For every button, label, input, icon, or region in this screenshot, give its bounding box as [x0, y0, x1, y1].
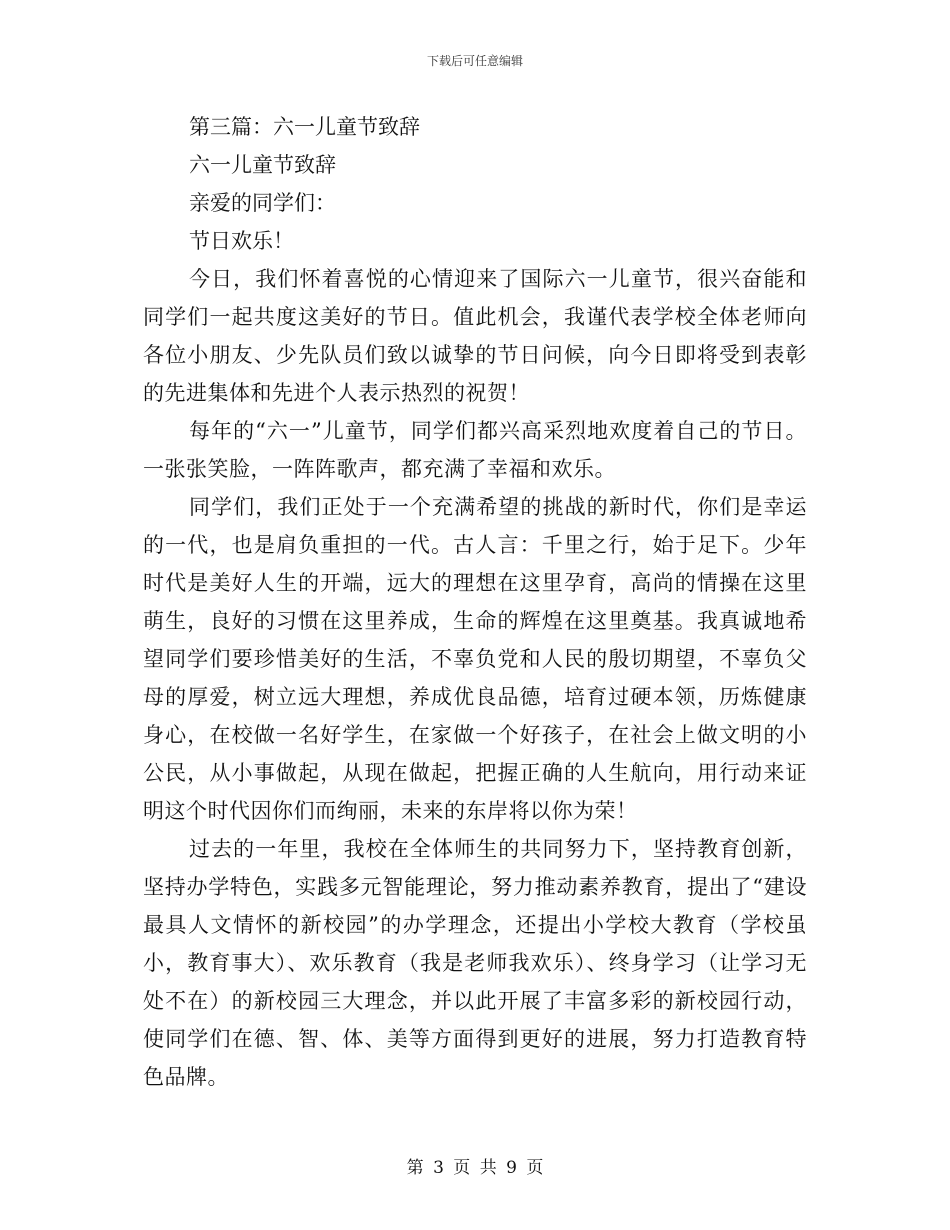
document-title: 六一儿童节致辞 — [189, 153, 336, 177]
paragraph: 今日，我们怀着喜悦的心情迎来了国际六一儿童节，很兴奋能和同学们一起共度这美好的节日。值此机会，我谨代表学校全体老师向各位小朋友、少先队员们致以诚挚的节日问候，向今日即将受到表彰的先进集体和先进个人表示热烈的祝贺！ — [143, 267, 807, 405]
page-header-note: 下载后可任意编辑 — [426, 54, 523, 68]
paragraph: 同学们，我们正处于一个充满希望的挑战的新时代，你们是幸运的一代，也是肩负重担的一代。古人言：千里之行，始于足下。少年时代是美好人生的开端，远大的理想在这里孕育，高尚的情操在这里萌生，良好的习惯在这里养成，生命的辉煌在这里奠基。我真诚地希望同学们要珍惜美好的生活，不辜负党和人民的殷切期望，不辜负父母的厚爱，树立远大理想，养成优良品德，培育过硬本领，历炼健康身心，在校做一名好学生，在家做一个好孩子，在社会上做文明的小公民，从小事做起，从现在做起，把握正确的人生航向，用行动来证明这个时代因你们而绚丽，未来的东岸将以你为荣！ — [143, 495, 807, 823]
page-number: 第 3 页 共 9 页 — [406, 1158, 544, 1178]
paragraph: 每年的“六一”儿童节，同学们都兴高采烈地欢度着自己的节日。一张张笑脸，一阵阵歌声，都充满了幸福和欢乐。 — [143, 419, 807, 481]
paragraph: 过去的一年里，我校在全体师生的共同努力下，坚持教育创新，坚持办学特色，实践多元智能理论，努力推动素养教育，提出了“建设最具人文情怀的新校园”的办学理念，还提出小学校大教育（学校虽小，教育事大）、欢乐教育（我是老师我欢乐）、终身学习（让学习无处不在）的新校园三大理念，并以此开展了丰富多彩的新校园行动，使同学们在德、智、体、美等方面得到更好的进展，努力打造教育特色品牌。 — [143, 837, 807, 1089]
section-title: 第三篇：六一儿童节致辞 — [189, 115, 420, 139]
greeting: 节日欢乐！ — [189, 229, 294, 253]
salutation: 亲爱的同学们： — [189, 191, 336, 215]
document-body — [143, 108, 807, 1096]
